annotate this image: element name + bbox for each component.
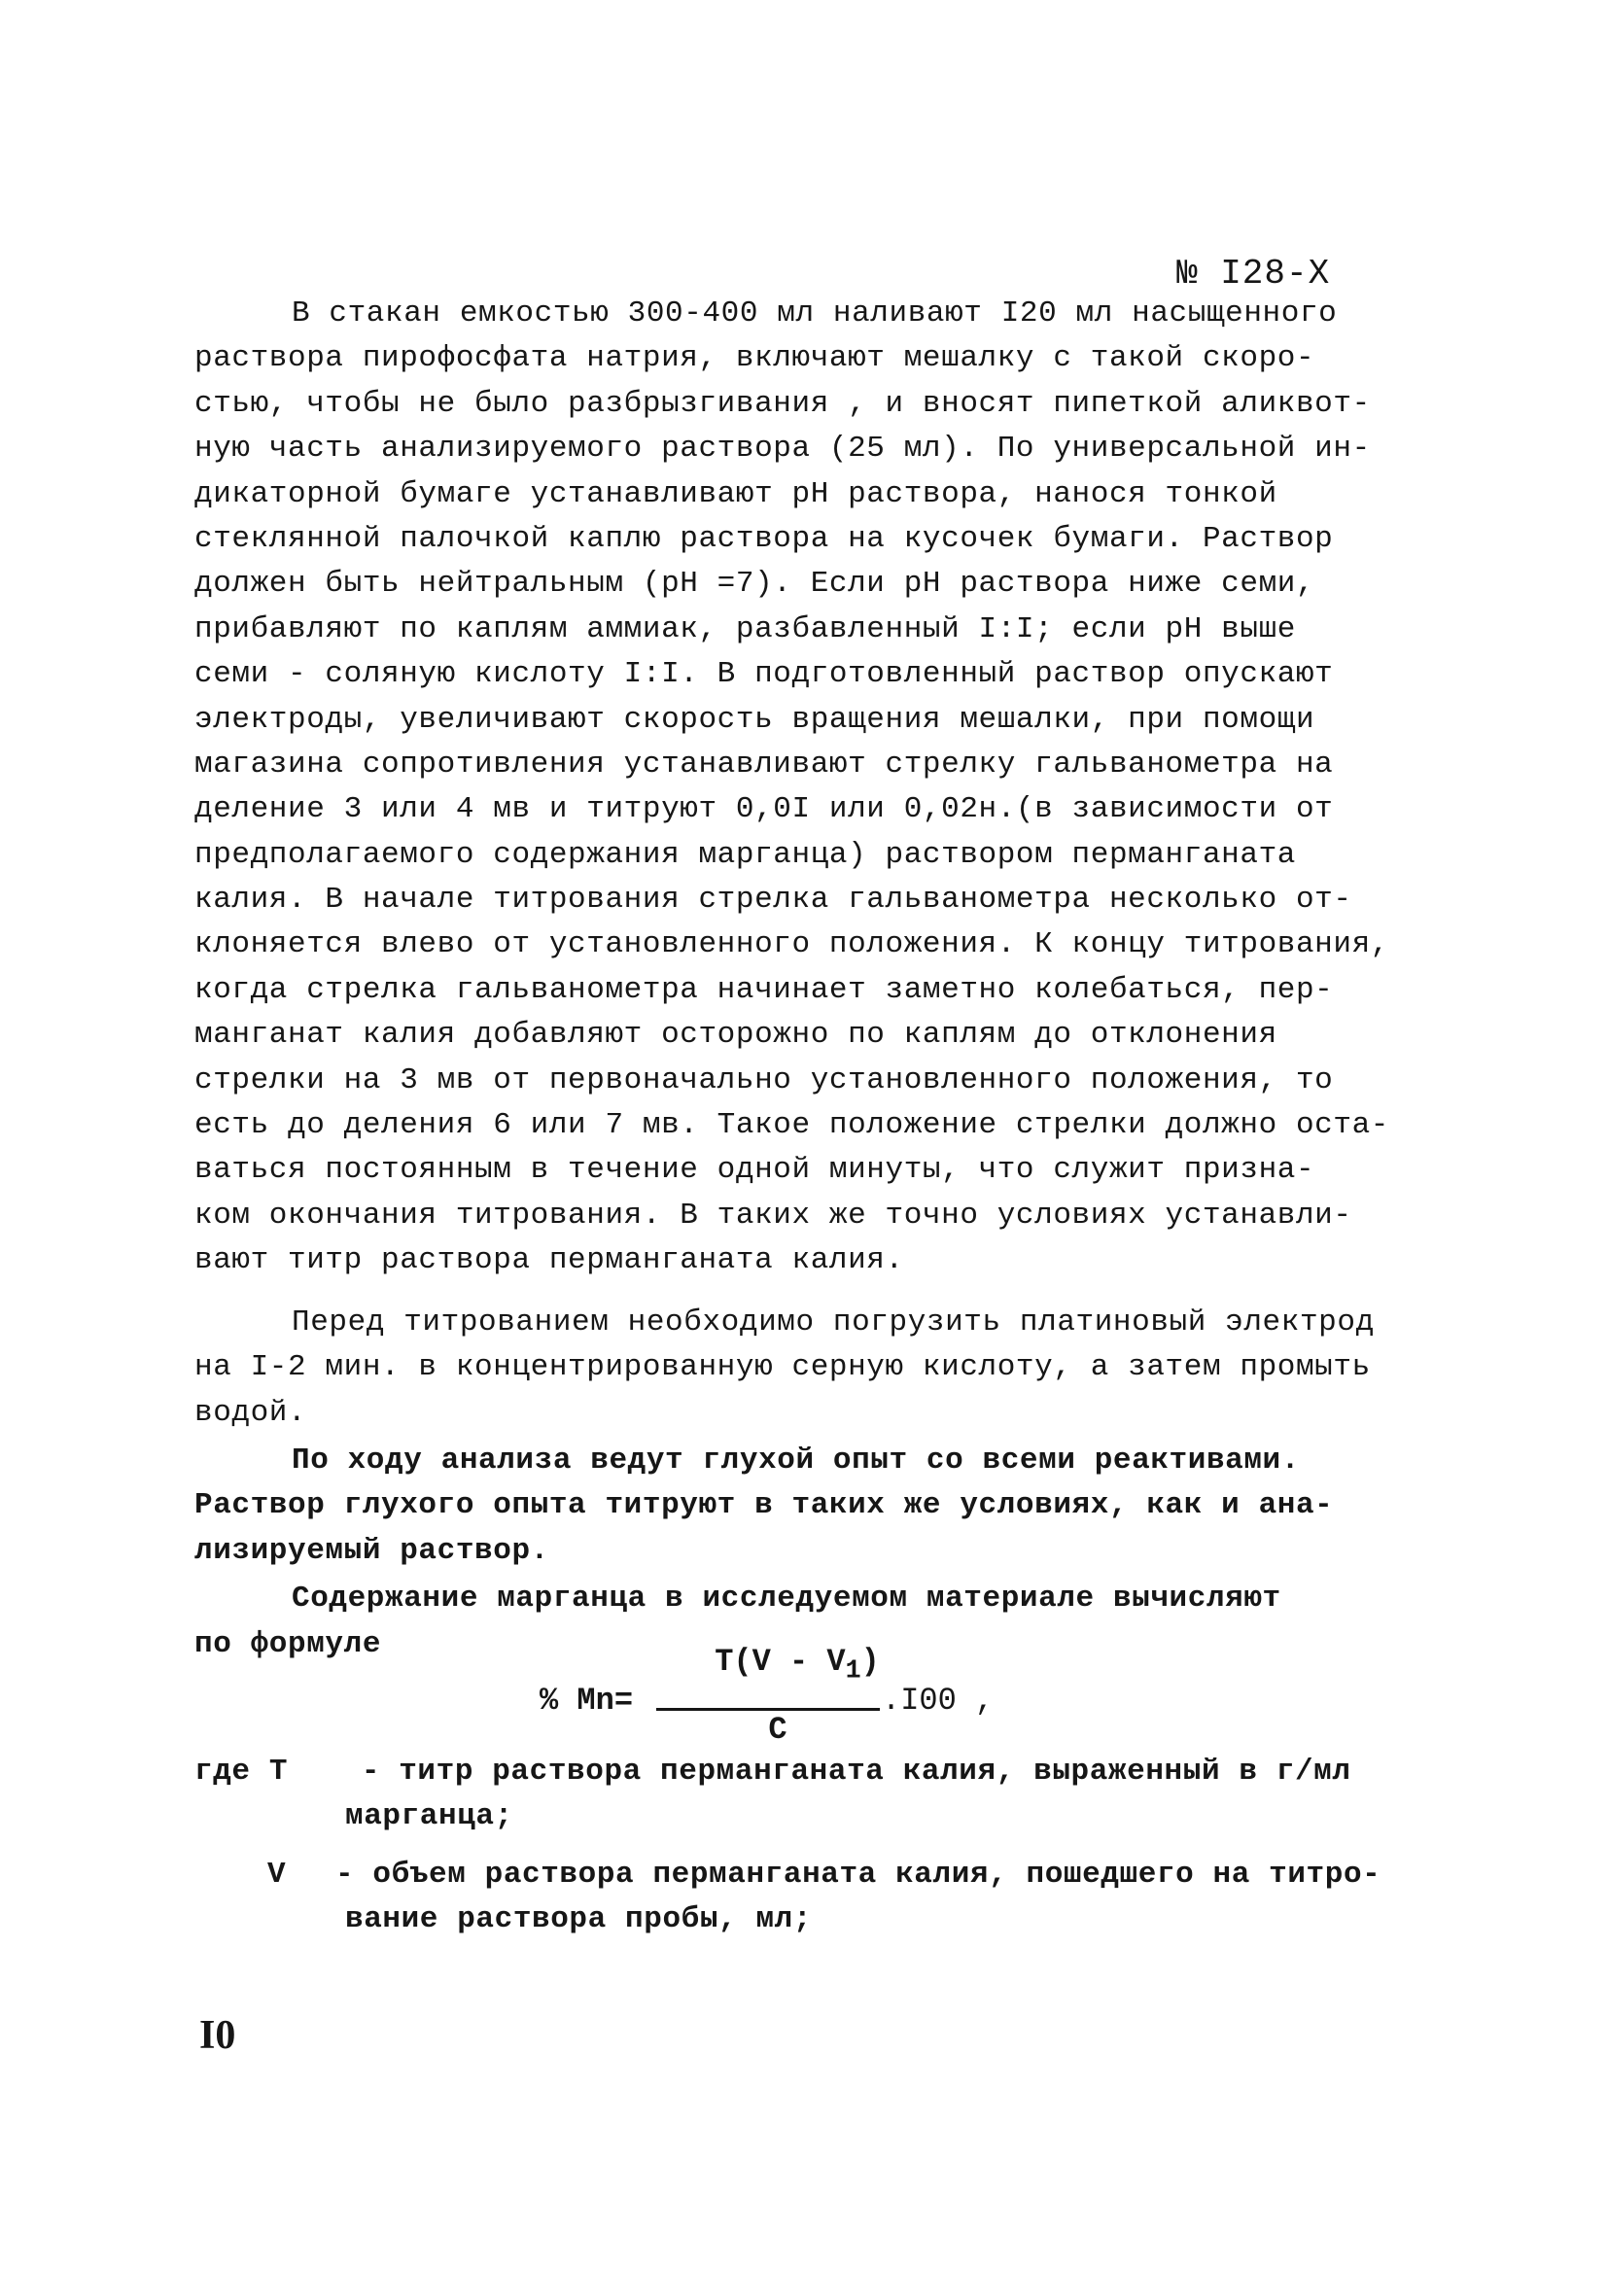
text-line: манганат калия добавляют осторожно по каплям до отклонения bbox=[194, 1018, 1277, 1053]
text-line: Перед титрованием необходимо погрузить платиновый электрод bbox=[292, 1305, 1375, 1339]
text-line: магазина сопротивления устанавливают стрелку гальванометра на bbox=[194, 747, 1334, 782]
text-line: Содержание марганца в исследуемом материале вычисляют bbox=[292, 1582, 1281, 1616]
text-line: вают титр раствора перманганата калия. bbox=[194, 1243, 904, 1278]
text-line: на I-2 мин. в концентрированную серную кислоту, а затем промыть bbox=[194, 1350, 1371, 1385]
text-line: Раствор глухого опыта титруют в таких же условиях, как и ана- bbox=[194, 1488, 1334, 1523]
definition-titer bbox=[194, 1750, 1410, 1839]
numerator-subscript: 1 bbox=[845, 1656, 861, 1687]
formula-fraction bbox=[656, 1643, 880, 1750]
symbol-text: Т bbox=[268, 1755, 289, 1789]
formula-denominator: C bbox=[768, 1712, 787, 1749]
variable-definitions bbox=[194, 1750, 1410, 1956]
text-line: водой. bbox=[194, 1395, 307, 1430]
definition-symbol: V bbox=[267, 1858, 287, 1892]
text-line: деление 3 или 4 мв и титруют 0,0I или 0,02н.(в зависимости от bbox=[194, 792, 1334, 827]
paragraph-titration-procedure bbox=[194, 292, 1410, 1284]
text-line: дикаторной бумаге устанавливают рН раствора, нанося тонкой bbox=[194, 476, 1277, 511]
definition-prefix: где bbox=[194, 1755, 251, 1789]
numerator-close: ) bbox=[860, 1644, 880, 1680]
definition-line: вание раствора пробы, мл; bbox=[345, 1902, 813, 1936]
text-line: должен быть нейтральным (рН =7). Если рН раствора ниже семи, bbox=[194, 567, 1315, 602]
definition-line: марганца; bbox=[345, 1799, 513, 1833]
text-line: семи - соляную кислоту I:I. В подготовленный раствор опускают bbox=[194, 657, 1334, 692]
text-line: стью, чтобы не было разбрызгивания , и вносят пипеткой аликвот- bbox=[194, 386, 1371, 421]
definition-line: - титр раствора перманганата калия, выраженный в г/мл bbox=[361, 1755, 1351, 1789]
definition-volume bbox=[194, 1853, 1410, 1942]
definition-line: - объем раствора перманганата калия, пошедшего на титро- bbox=[335, 1858, 1381, 1892]
text-line: электроды, увеличивают скорость вращения мешалки, при помощи bbox=[194, 702, 1315, 737]
numerator-text: T(V - V bbox=[715, 1644, 846, 1680]
text-line: предполагаемого содержания марганца) раствором перманганата bbox=[194, 837, 1296, 872]
text-line: прибавляют по каплям аммиак, разбавленный I:I; если рН выше bbox=[194, 611, 1296, 646]
page-number: I0 bbox=[199, 2013, 236, 2058]
text-line: раствора пирофосфата натрия, включают мешалку с такой скоро- bbox=[194, 341, 1315, 376]
text-line: когда стрелка гальванометра начинает заметно колебаться, пер- bbox=[194, 972, 1334, 1007]
text-line: ную часть анализируемого раствора (25 мл). По универсальной ин- bbox=[194, 432, 1371, 467]
paragraph-blank-test bbox=[194, 1439, 1410, 1574]
document-number: № I28-X bbox=[1176, 254, 1331, 294]
manganese-formula bbox=[540, 1643, 1045, 1750]
formula-label: по формуле bbox=[194, 1627, 382, 1661]
text-line: ком окончания титрования. В таких же точно условиях устанавли- bbox=[194, 1198, 1352, 1233]
formula-rhs: .I00 , bbox=[882, 1683, 995, 1719]
text-line: клоняется влево от установленного положения. К концу титрования, bbox=[194, 927, 1389, 962]
formula-numerator bbox=[656, 1643, 880, 1690]
definition-symbol bbox=[269, 1750, 362, 1794]
paragraph-electrode-preparation bbox=[194, 1301, 1410, 1436]
text-line: калия. В начале титрования стрелка гальванометра несколько от- bbox=[194, 883, 1352, 918]
text-line: лизируемый раствор. bbox=[194, 1533, 549, 1568]
text-line: По ходу анализа ведут глухой опыт со всеми реактивами. bbox=[292, 1444, 1300, 1478]
paragraph-calculation bbox=[194, 1577, 1410, 1621]
text-line: есть до деления 6 или 7 мв. Такое положение стрелки должно оста- bbox=[194, 1108, 1389, 1143]
text-line: В стакан емкостью 300-400 мл наливают I20 мл насыщенного bbox=[292, 296, 1338, 330]
text-line: стеклянной палочкой каплю раствора на кусочек бумаги. Раствор bbox=[194, 521, 1334, 556]
text-line: ваться постоянным в течение одной минуты, что служит призна- bbox=[194, 1153, 1315, 1188]
formula-lhs: % Mn= bbox=[540, 1683, 634, 1719]
text-line: стрелки на 3 мв от первоначально установленного положения, то bbox=[194, 1062, 1334, 1097]
